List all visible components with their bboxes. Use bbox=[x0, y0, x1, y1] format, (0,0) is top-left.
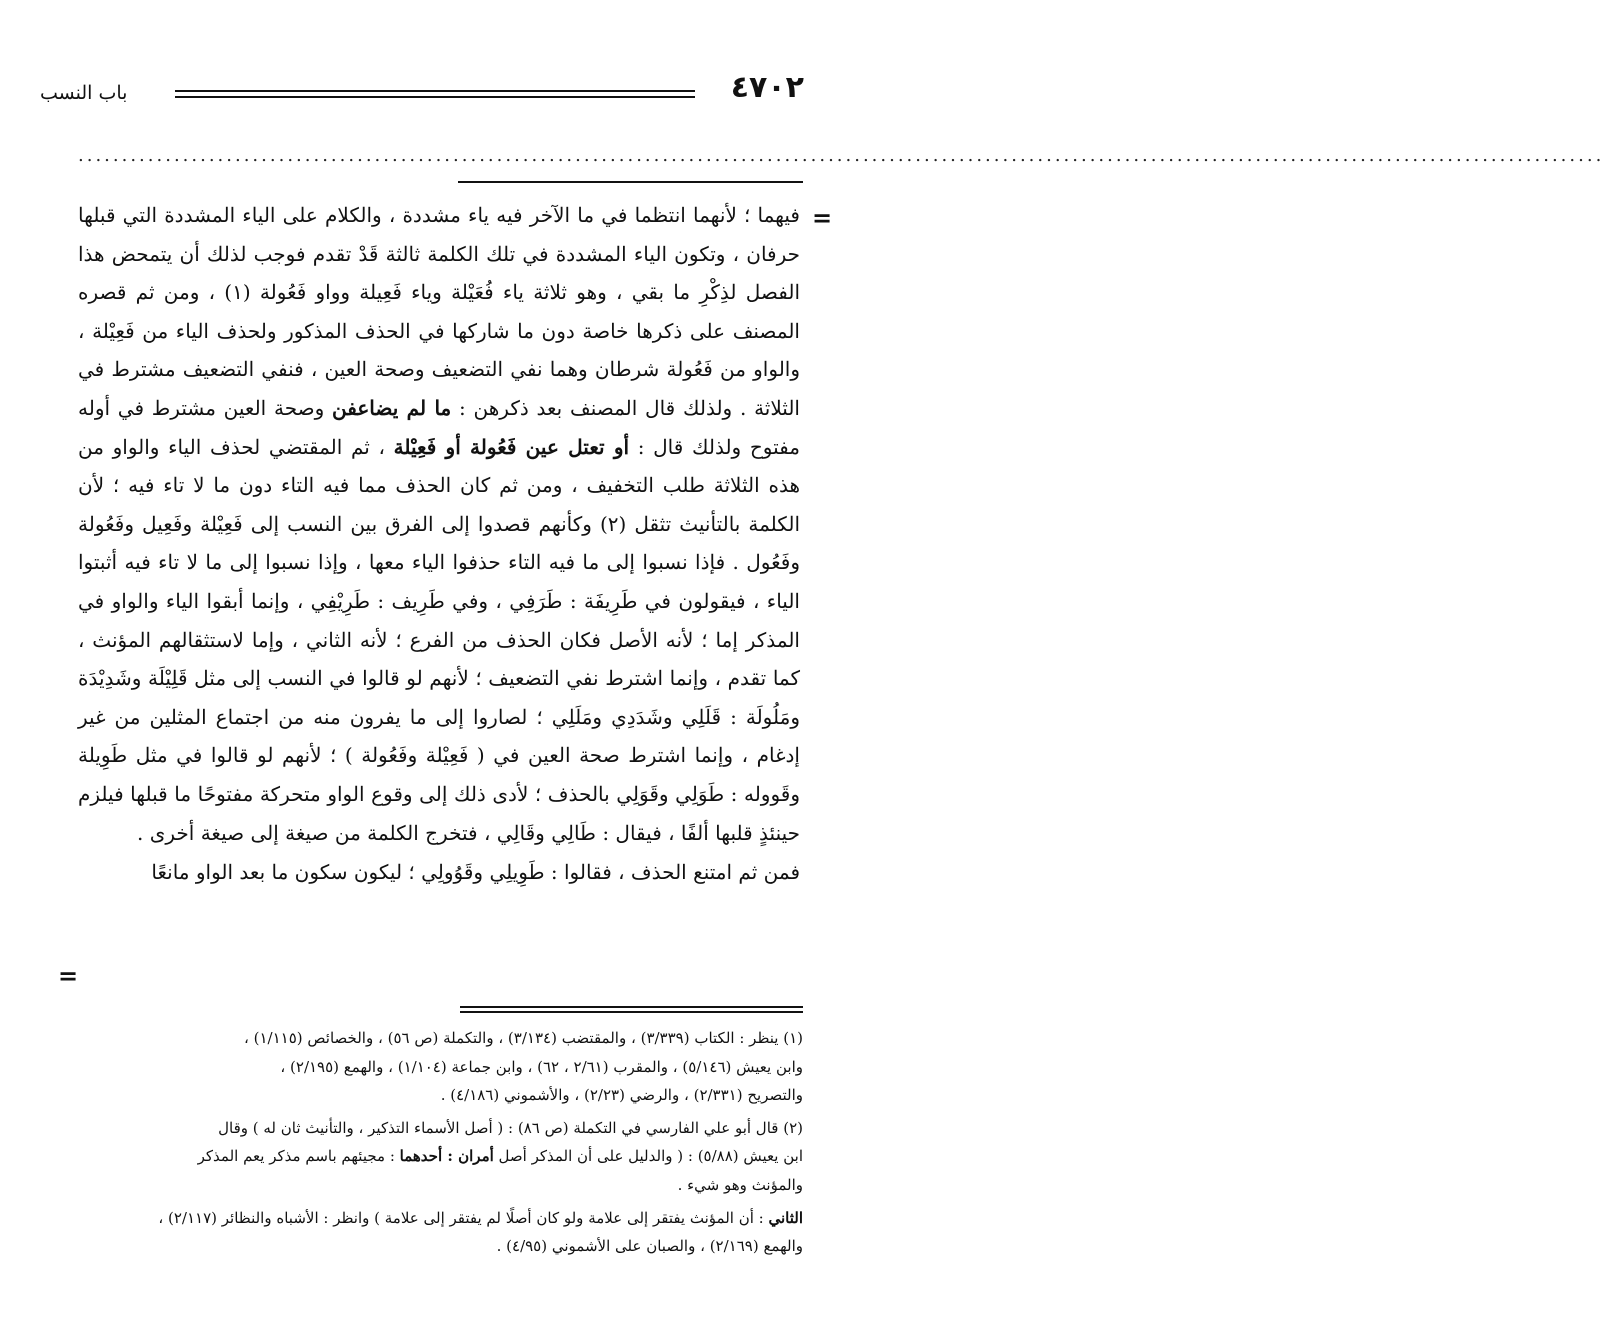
fn2-bold-2: الثاني bbox=[768, 1208, 803, 1227]
footnote-1-line-1: (١) ينظر : الكتاب (٣/٣٣٩) ، والمقتضب (٣/١٣٤) ، والتكملة (ص ٥٦) ، والخصائص (١/١١٥) ، bbox=[244, 1029, 803, 1047]
footnote-2-line-3: والمؤنث وهو شيء . bbox=[677, 1175, 803, 1194]
footnotes bbox=[76, 1024, 803, 1261]
p1-quote-1: ما لم يضاعفن bbox=[332, 395, 452, 420]
fn2-text-pre: ابن يعيش (٥/٨٨) : ( والدليل على أن المذكر أصل bbox=[493, 1147, 803, 1166]
footnote-2-line-5: والهمع (٢/١٦٩) ، والصبان على الأشموني (٤/٩٥) . bbox=[496, 1237, 803, 1256]
continuation-end-marker: = bbox=[58, 962, 79, 990]
fn2-bold-1: أمران : أحدهما bbox=[399, 1147, 494, 1166]
page-number: ٤٧٠٢ bbox=[730, 70, 804, 105]
footnote-1-line-2: وابن يعيش (٥/١٤٦) ، والمقرب (٢/٦١ ، ٦٢) ، وابن جماعة (١/١٠٤) ، والهمع (٢/١٩٥) ، bbox=[280, 1057, 803, 1076]
main-text bbox=[78, 196, 800, 892]
footnote-2-line-2 bbox=[76, 1142, 803, 1171]
paragraph-1 bbox=[78, 196, 800, 852]
text-start-rule bbox=[458, 181, 803, 183]
p1-text-b: وصحة العين مشترط في أوله مفتوح ولذلك قال : bbox=[78, 395, 800, 459]
chapter-title: باب النسب bbox=[40, 82, 128, 104]
footnote-2-line-1: (٢) قال أبو علي الفارسي في التكملة (ص ٨٦) : ( أصل الأسماء التذكير ، والتأنيث ثان له ) وقال bbox=[218, 1118, 803, 1137]
continuation-start-marker: = bbox=[812, 204, 833, 232]
separator-dots: ............................................................................................................................................................................... bbox=[78, 145, 1604, 166]
p1-text-a: فيهما ؛ لأنهما انتظما في ما الآخر فيه ياء مشددة ، والكلام على الياء المشددة التي قبلها حرفان ، وتكون الياء المشددة في تلك الكلمة ثالثة قَدْ تقدم فوجب لذلك أن يتمحض هذا الفصل لذِكْرِ ما بقي ، وهو ثلاثة ياء فُعَيْلة وياء فَعِيلة وواو فَعُولة (١) ، ومن ثم قصره المصنف على ذكرها خاصة دون ما شاركها في الحذف المذكور ولحذف الياء من فَعِيْلة ، والواو من فَعُولة شرطان وهما نفي التضعيف وصحة العين ، فنفي التضعيف مشترط في الثلاثة . ولذلك قال المصنف بعد ذكرهن : bbox=[78, 203, 801, 420]
header-rule-bottom bbox=[175, 96, 695, 98]
header-rule-top bbox=[175, 90, 695, 92]
p1-text-c: ، ثم المقتضي لحذف الياء والواو من هذه الثلاثة طلب التخفيف ، ومن ثم كان الحذف مما فيه التاء دون ما لا تاء فيه ؛ لأن الكلمة بالتأنيث تثقل (٢) وكأنهم قصدوا إلى الفرق بين النسب إلى فَعِيْلة وفَعِيل وفَعُولة وفَعُول . فإذا نسبوا إلى ما فيه التاء حذفوا الياء معها ، وإذا نسبوا إلى ما لا تاء فيه أثبتوا الياء ، فيقولون في طَرِيفَة : طَرَفِي ، وفي طَرِيف : طَرِيْفِي ، وإنما أبقوا الياء والواو في المذكر إما ؛ لأنه الأصل فكان الحذف من الفرع ؛ لأنه الثاني ، وإما لاستثقالهم المؤنث ، كما تقدم ، وإنما اشترط نفي التضعيف ؛ لأنهم لو قالوا في النسب إلى مثل قَلِيْلَة وشَدِيْدَة ومَلُولَة : قَلَلِي وشَدَدِي ومَلَلِي ؛ لصاروا إلى ما يفرون منه من اجتماع المثلين من غير إدغام ، وإنما اشترط صحة العين في ( فَعِيْلة وفَعُولة ) ؛ لأنهم لو قالوا في مثل طَوِيلة وقَووله : طَوَلِي وقَوَلِي بالحذف ؛ لأدى ذلك إلى وقوع الواو متحركة مفتوحًا ما قبلها فيلزم حينئذٍ قلبها ألفًا ، فيقال : طَالِي وقَالِي ، فتخرج الكلمة من صيغة إلى صيغة أخرى . bbox=[78, 434, 800, 845]
fn2-text-post: : مجيئهم باسم مذكر يعم المذكر bbox=[197, 1147, 400, 1166]
p1-quote-2: أو تعتل عين فَعُولة أو فَعِيْلة bbox=[393, 434, 630, 459]
footnote-rule-bottom bbox=[460, 1011, 803, 1013]
footnote-2-line-4 bbox=[76, 1204, 803, 1233]
footnote-rule-top bbox=[460, 1006, 803, 1008]
footnote-1-line-3: والتصريح (٢/٣٣١) ، والرضي (٢/٢٣) ، والأشموني (٤/١٨٦) . bbox=[440, 1086, 803, 1105]
paragraph-2: فمن ثم امتنع الحذف ، فقالوا : طَوِيلِي وقَوُولِي ؛ ليكون سكون ما بعد الواو مانعًا bbox=[151, 860, 800, 885]
fn2-text-d: : أن المؤنث يفتقر إلى علامة ولو كان أصلًا لم يفتقر إلى علامة ) وانظر : الأشباه والنظائر (٢/١١٧) ، bbox=[158, 1208, 769, 1227]
